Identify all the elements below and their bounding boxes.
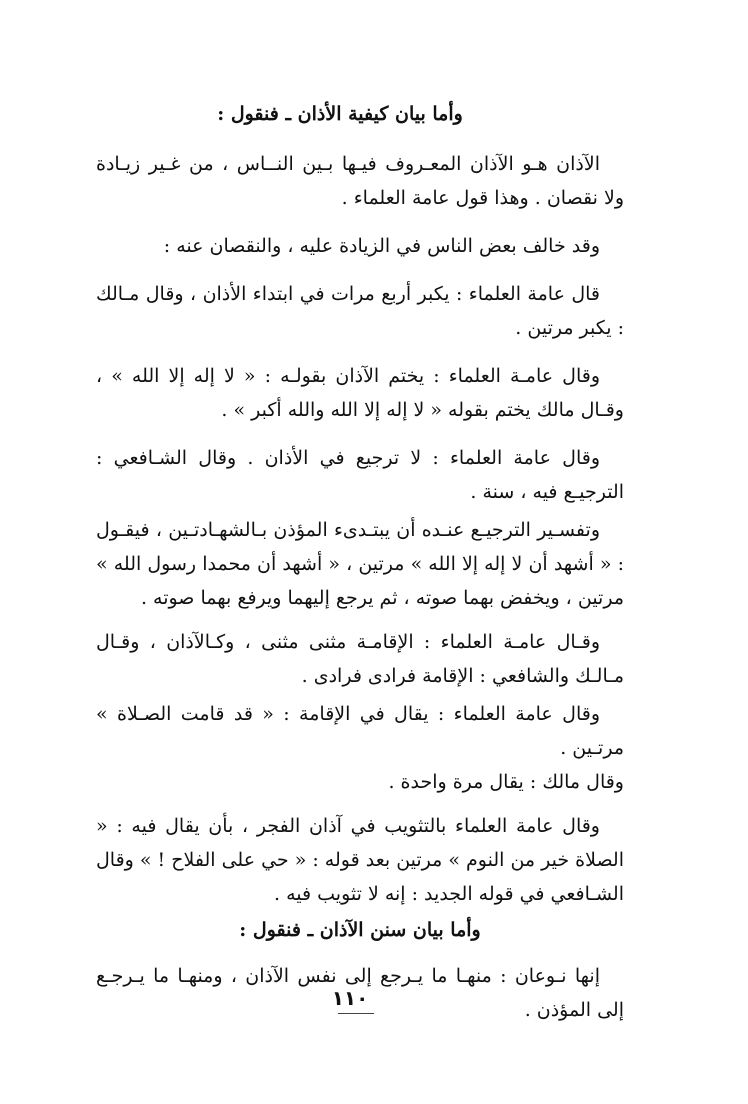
page-number: ١١٠ bbox=[331, 986, 369, 1010]
paragraph-iqama: وقـال عامـة العلماء : الإقامـة مثنى مثنى ، وكـالآذان ، وقـال مـالـك والشافعي : الإقامة فرادى فرادى . bbox=[96, 631, 624, 687]
section-heading-adhan-sunan: وأما بيان سنن الآذان ـ فنقول : bbox=[239, 919, 481, 941]
paragraph-adhan-ending: وقال عامـة العلماء : يختم الآذان بقولـه : « لا إله إلا الله » ، وقـال مالك يختم بقوله « لا إله إلا الله والله أكبر » . bbox=[96, 365, 624, 421]
paragraph-tathwib: وقال عامة العلماء بالتثويب في آذان الفجر ، بأن يقال فيه : « الصلاة خير من النوم » مرتين بعد قوله : « حي على الفلاح ! » وقال الشـافعي في قوله الجديد : إنه لا تثويب فيه . bbox=[96, 815, 624, 905]
paragraph-takbir-count: قال عامة العلماء : يكبر أربع مرات في ابتداء الأذان ، وقال مـالك : يكبر مرتين . bbox=[96, 283, 624, 339]
paragraph-malik-once: وقال مالك : يقال مرة واحدة . bbox=[388, 771, 624, 793]
paragraph-adhan-definition: الآذان هـو الآذان المعـروف فيـها بـين النــاس ، من غـير زيـادة ولا نقصان . وهذا قول عامة العلماء . bbox=[96, 153, 624, 209]
paragraph-tarji: وقال عامة العلماء : لا ترجيع في الأذان . وقال الشـافعي : الترجيـع فيه ، سنة . bbox=[96, 447, 624, 503]
paragraph-disagreement: وقد خالف بعض الناس في الزيادة عليه ، والنقصان عنه : bbox=[163, 235, 600, 257]
paragraph-sunan-types: إنها نـوعان : منهـا ما يـرجع إلى نفس الآذان ، ومنهـا ما يـرجـع إلى المؤذن . bbox=[96, 965, 624, 1021]
page-body bbox=[96, 95, 624, 1027]
section-heading-adhan-method: وأما بيان كيفية الأذان ـ فنقول : bbox=[217, 103, 463, 125]
paragraph-qad-qamat: وقال عامة العلماء : يقال في الإقامة : « قد قامت الصـلاة » مرتـين . bbox=[96, 703, 624, 759]
paragraph-tarji-explanation: وتفسـير الترجيـع عنـده أن يبتـدىء المؤذن بـالشهـادتـين ، فيقـول : « أشهد أن لا إله إلا الله » مرتين ، « أشهد أن محمدا رسول الله » مرتين ، ويخفض بهما صوته ، ثم يرجع إليهما ويرفع بهما صوته . bbox=[96, 519, 624, 609]
page-number-underline bbox=[338, 1013, 374, 1014]
